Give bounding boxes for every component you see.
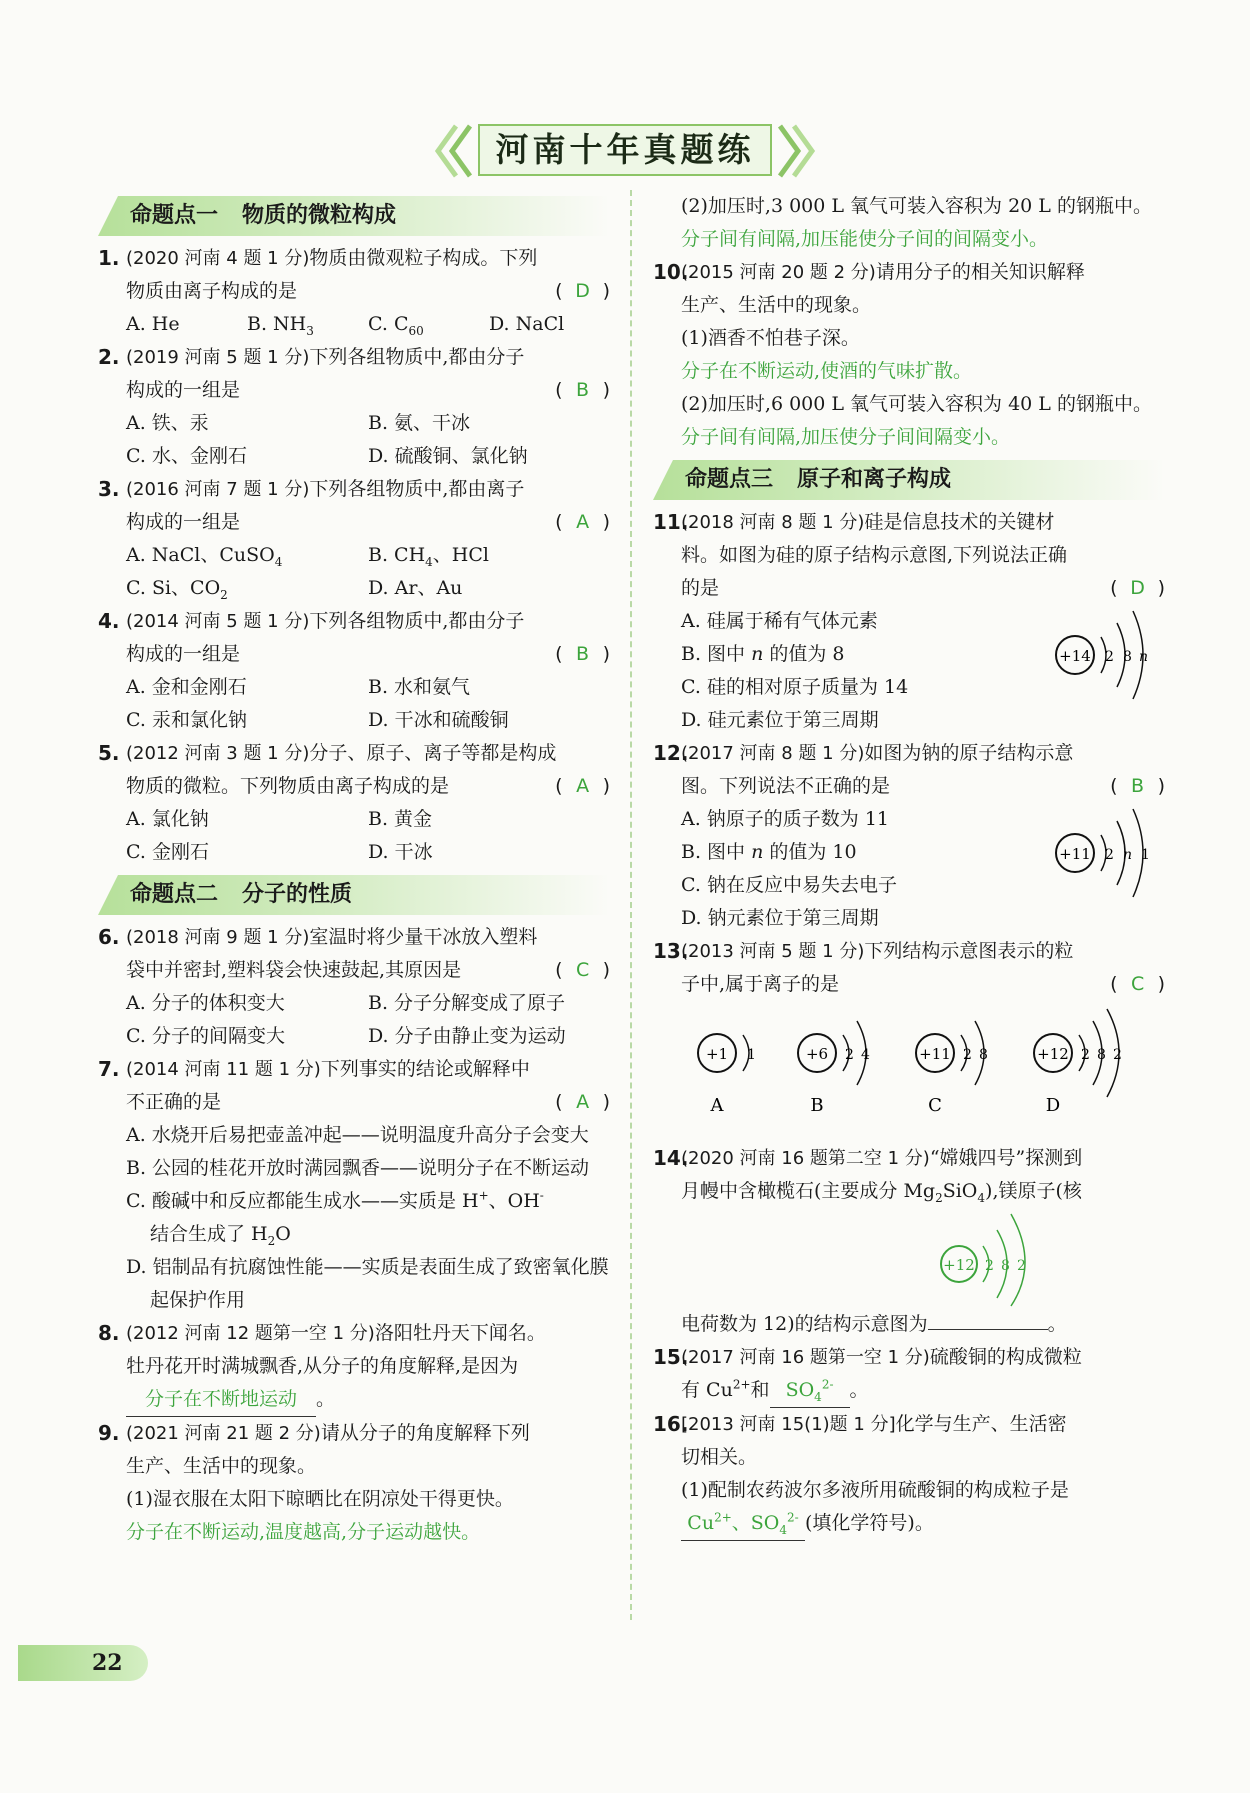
question-8: 8. (2012 河南 12 题第一空 1 分)洛阳牡丹天下闻名。 牡丹花开时满城飘香,从分子的角度解释,是因为 分子在不断地运动 。 xyxy=(98,1317,610,1417)
answer-bracket: ( D ) xyxy=(555,275,610,308)
question-3 xyxy=(98,473,610,605)
question-text: 分子、原子、离子等都是构成 xyxy=(309,742,557,764)
question-text: 硫酸铜的构成微粒 xyxy=(929,1346,1082,1368)
answer: C xyxy=(575,959,590,981)
question-4 xyxy=(98,605,610,737)
svg-text:+1: +1 xyxy=(705,1045,729,1063)
question-text: 下列各组物质中,都由分子 xyxy=(309,610,525,632)
question-text: 下列各组物质中,都由分子 xyxy=(309,346,525,368)
question-text: 下列事实的结论或解释中 xyxy=(320,1058,530,1080)
answer: D xyxy=(1130,577,1145,599)
svg-text:+12: +12 xyxy=(1037,1045,1069,1063)
question-source: (2017 河南 16 题第一空 1 分) xyxy=(681,1347,930,1368)
question-text: 生产、生活中的现象。 xyxy=(681,294,872,316)
question-2 xyxy=(98,341,610,473)
option-a: A. 水烧开后易把壶盖冲起——说明温度升高分子会变大 xyxy=(126,1124,589,1146)
question-source: (2012 河南 12 题第一空 1 分) xyxy=(126,1323,375,1344)
question-source: (2012 河南 3 题 1 分) xyxy=(126,743,310,764)
electron-count: n xyxy=(1139,649,1149,665)
section-label: 命题点二 xyxy=(130,882,219,907)
answer-text: 分子间有间隔,加压能使分子间的间隔变小。 xyxy=(681,228,1049,250)
answer: A xyxy=(576,1091,590,1113)
electron-count: 2 xyxy=(1105,649,1114,665)
question-text: 请用分子的相关知识解释 xyxy=(875,261,1085,283)
question-13 xyxy=(653,935,1165,1142)
sub-question: (1)配制农药波尔多液所用硫酸铜的构成粒子是 xyxy=(681,1479,1069,1501)
svg-text:8: 8 xyxy=(1001,1258,1010,1274)
answer-bracket: ( A ) xyxy=(555,770,610,803)
option-b: B. $CH_4$、HCl xyxy=(368,544,489,569)
question-text: 物质由离子构成的是 xyxy=(126,280,298,302)
nucleus-label: +11 xyxy=(1059,845,1091,863)
options xyxy=(126,671,610,737)
question-text: 月幔中含橄榄石(主要成分 $Mg_2SiO_4$),镁原子(核 xyxy=(681,1180,1082,1205)
option-c: C. 汞和氯化钠 xyxy=(126,709,247,731)
question-text: 构成的一组是 xyxy=(126,379,241,401)
question-source: (2018 河南 9 题 1 分) xyxy=(126,927,310,948)
question-5 xyxy=(98,737,610,869)
section-heading-1 xyxy=(98,196,610,236)
question-number: 9. xyxy=(98,1421,120,1445)
question-text: 下列各组物质中,都由离子 xyxy=(309,478,525,500)
answer-bracket: ( B ) xyxy=(555,374,610,407)
question-text: 下列结构示意图表示的粒 xyxy=(864,940,1074,962)
question-16: 16. [2013 河南 15(1)题 1 分]化学与生产、生活密 切相关。 (1)配制农药波尔多液所用硫酸铜的构成粒子是 $Cu^{2+}$、$SO_4^{2-}$ (填化学符号)。 xyxy=(653,1408,1165,1541)
diagram-b xyxy=(798,1021,870,1116)
option-c: C. 硅的相对原子质量为 14 xyxy=(681,676,909,698)
svg-text:1: 1 xyxy=(747,1047,756,1063)
answer: B xyxy=(1131,775,1145,797)
question-source: (2015 河南 20 题 2 分) xyxy=(681,262,876,283)
option-b: B. 公园的桂花开放时满园飘香——说明分子在不断运动 xyxy=(126,1157,590,1179)
option-c: C. 酸碱中和反应都能生成水——实质是 H+、OH- 结合生成了 $H_2O$ xyxy=(126,1188,544,1248)
electron-count: 2 xyxy=(1105,847,1114,863)
answer-text: 分子间有间隔,加压使分子间间隔变小。 xyxy=(681,426,1011,448)
question-text: “嫦娥四号”探测到 xyxy=(929,1147,1083,1169)
question-number: 8. xyxy=(98,1321,120,1345)
question-11 xyxy=(653,506,1165,737)
question-10 xyxy=(653,256,1165,454)
option-a: A. NaCl、CuSO$_4$ xyxy=(126,544,283,569)
option-b: B. 黄金 xyxy=(368,808,433,830)
electron-count: 8 xyxy=(1123,649,1132,665)
svg-text:2: 2 xyxy=(963,1047,972,1063)
question-source: (2021 河南 21 题 2 分) xyxy=(126,1423,321,1444)
options xyxy=(126,407,610,473)
option-d: D. 硅元素位于第三周期 xyxy=(681,709,879,731)
option-d: D. 干冰 xyxy=(368,841,433,863)
sub-question: (1)酒香不怕巷子深。 xyxy=(681,327,860,349)
question-number: 6. xyxy=(98,925,120,949)
svg-text:+6: +6 xyxy=(805,1045,829,1063)
option-d: D. 钠元素位于第三周期 xyxy=(681,907,879,929)
question-source: (2014 河南 5 题 1 分) xyxy=(126,611,310,632)
sodium-atom-diagram xyxy=(1053,803,1163,903)
answer-text: 分子在不断运动,使酒的气味扩散。 xyxy=(681,360,973,382)
section-name: 物质的微粒构成 xyxy=(242,203,397,228)
question-source: (2020 河南 4 题 1 分) xyxy=(126,248,310,269)
nucleus-label: +14 xyxy=(1059,647,1091,665)
page-number: 22 xyxy=(18,1645,148,1681)
question-text: 物质由微观粒子构成。下列 xyxy=(309,247,538,269)
page-title: 河南十年真题练 xyxy=(478,124,772,176)
question-text: 构成的一组是 xyxy=(126,511,241,533)
section-label: 命题点一 xyxy=(130,203,219,228)
option-c: C. 分子的间隔变大 xyxy=(126,1025,285,1047)
answer-text: 分子在不断运动,温度越高,分子运动越快。 xyxy=(126,1521,481,1543)
question-source: (2013 河南 5 题 1 分) xyxy=(681,941,865,962)
answer-bracket: ( D ) xyxy=(1110,572,1165,605)
option-c: C. 水、金刚石 xyxy=(126,445,247,467)
option-c: C. Si、$CO_2$ xyxy=(126,577,228,602)
question-number: 14. xyxy=(653,1146,689,1170)
section-heading-2 xyxy=(98,875,610,915)
question-6 xyxy=(98,921,610,1053)
svg-text:C: C xyxy=(928,1095,942,1116)
question-number: 11. xyxy=(653,510,689,534)
chevron-left-icon xyxy=(430,122,478,180)
column-divider xyxy=(630,190,632,1620)
question-number: 16. xyxy=(653,1412,689,1436)
option-a: A. 氯化钠 xyxy=(126,808,209,830)
question-9-continued xyxy=(653,190,1165,256)
question-12 xyxy=(653,737,1165,935)
svg-text:4: 4 xyxy=(861,1047,870,1063)
chevron-right-icon xyxy=(772,122,820,180)
question-source: (2017 河南 8 题 1 分) xyxy=(681,743,865,764)
svg-text:+11: +11 xyxy=(919,1045,951,1063)
section-name: 原子和离子构成 xyxy=(797,467,952,492)
question-text: 构成的一组是 xyxy=(126,643,241,665)
question-source: (2020 河南 16 题第二空 1 分) xyxy=(681,1148,930,1169)
question-7 xyxy=(98,1053,610,1317)
question-15: 15. (2017 河南 16 题第一空 1 分)硫酸铜的构成微粒 有 $Cu^{2+}$和 $SO_4^{2-}$ 。 xyxy=(653,1341,1165,1408)
question-text: 室温时将少量干冰放入塑料 xyxy=(309,926,538,948)
svg-text:8: 8 xyxy=(979,1047,988,1063)
magnesium-atom-answer-diagram xyxy=(931,1208,1071,1308)
answer-blank: $SO_4^{2-}$ xyxy=(770,1374,850,1408)
svg-text:B: B xyxy=(810,1095,824,1116)
option-d: D. 分子由静止变为运动 xyxy=(368,1025,566,1047)
options xyxy=(126,987,610,1053)
answer-blank: 分子在不断地运动 xyxy=(126,1383,316,1417)
diagram-d xyxy=(1034,1009,1122,1116)
question-text: 袋中并密封,塑料袋会快速鼓起,其原因是 xyxy=(126,959,462,981)
answer: B xyxy=(576,379,590,401)
question-number: 1. xyxy=(98,246,120,270)
answer: A xyxy=(576,775,590,797)
option-c: C. 金刚石 xyxy=(126,841,209,863)
option-a: A. 分子的体积变大 xyxy=(126,992,285,1014)
question-number: 5. xyxy=(98,741,120,765)
answer-bracket: ( B ) xyxy=(555,638,610,671)
silicon-atom-diagram xyxy=(1053,605,1163,705)
svg-text:2: 2 xyxy=(1081,1047,1090,1063)
question-text: 不正确的是 xyxy=(126,1091,222,1113)
diagram-c xyxy=(916,1021,988,1116)
question-text: 如图为钠的原子结构示意 xyxy=(864,742,1074,764)
question-text: 生产、生活中的现象。 xyxy=(126,1455,317,1477)
question-text: 图。下列说法不正确的是 xyxy=(681,775,891,797)
option-b: B. 图中 n 的值为 10 xyxy=(681,841,857,863)
question-source: (2014 河南 11 题 1 分) xyxy=(126,1059,321,1080)
answer: A xyxy=(576,511,590,533)
page-title-banner xyxy=(430,122,820,180)
option-a: A. 铁、汞 xyxy=(126,412,209,434)
particle-diagrams xyxy=(681,1001,1161,1131)
diagram-a xyxy=(698,1034,756,1116)
option-d: D. NaCl xyxy=(489,313,565,335)
question-14: 14. (2020 河南 16 题第二空 1 分)“嫦娥四号”探测到 月幔中含橄榄石(主要成分 $Mg_2SiO_4$),镁原子(核 +12 2 8 2 电荷数为 12)的结构示意图为 。 xyxy=(653,1142,1165,1341)
options xyxy=(126,539,610,605)
answer-bracket: ( C ) xyxy=(555,954,610,987)
option-b: B. 分子分解变成了原子 xyxy=(368,992,566,1014)
svg-text:2: 2 xyxy=(985,1258,994,1274)
question-number: 3. xyxy=(98,477,120,501)
option-d: D. 干冰和硫酸铜 xyxy=(368,709,509,731)
question-number: 15. xyxy=(653,1345,689,1369)
question-text: 化学与生产、生活密 xyxy=(895,1413,1067,1435)
option-a: A. 钠原子的质子数为 11 xyxy=(681,808,890,830)
question-text: 的是 xyxy=(681,577,720,599)
sub-question: (2)加压时,6 000 L 氧气可装入容积为 40 L 的钢瓶中。 xyxy=(681,393,1152,415)
question-number: 12. xyxy=(653,741,689,765)
answer-bracket: ( A ) xyxy=(555,506,610,539)
svg-text:A: A xyxy=(710,1095,724,1116)
option-d: D. Ar、Au xyxy=(368,577,463,599)
left-column xyxy=(98,190,610,1549)
electron-count: n xyxy=(1123,847,1133,863)
answer: C xyxy=(1130,973,1145,995)
sub-question: (2)加压时,3 000 L 氧气可装入容积为 20 L 的钢瓶中。 xyxy=(681,195,1152,217)
question-text: 洛阳牡丹天下闻名。 xyxy=(374,1322,546,1344)
question-source: (2018 河南 8 题 1 分) xyxy=(681,512,865,533)
question-number: 2. xyxy=(98,345,120,369)
question-9 xyxy=(98,1417,610,1549)
section-name: 分子的性质 xyxy=(242,882,353,907)
question-number: 4. xyxy=(98,609,120,633)
question-number: 7. xyxy=(98,1057,120,1081)
option-a: A. 硅属于稀有气体元素 xyxy=(681,610,878,632)
answer-blank xyxy=(928,1329,1048,1330)
option-c: C. $C_{60}$ xyxy=(368,313,424,338)
answer-bracket: ( A ) xyxy=(555,1086,610,1119)
answer-blank: $Cu^{2+}$、$SO_4^{2-}$ xyxy=(681,1507,805,1541)
section-heading-3 xyxy=(653,460,1165,500)
question-source: [2013 河南 15(1)题 1 分] xyxy=(681,1414,896,1435)
svg-text:2: 2 xyxy=(845,1047,854,1063)
option-b: B. 水和氨气 xyxy=(368,676,471,698)
answer: B xyxy=(576,643,590,665)
svg-text:2: 2 xyxy=(1113,1047,1122,1063)
answer-bracket: ( B ) xyxy=(1110,770,1165,803)
question-text: 切相关。 xyxy=(681,1446,758,1468)
question-text: 请从分子的角度解释下列 xyxy=(320,1422,530,1444)
svg-text:2: 2 xyxy=(1017,1258,1026,1274)
question-text: 物质的微粒。下列物质由离子构成的是 xyxy=(126,775,450,797)
options xyxy=(126,803,610,869)
right-column xyxy=(653,190,1165,1541)
question-number: 10. xyxy=(653,260,689,284)
question-text: 料。如图为硅的原子结构示意图,下列说法正确 xyxy=(681,544,1068,566)
answer-bracket: ( C ) xyxy=(1110,968,1165,1001)
option-d: D. 铝制品有抗腐蚀性能——实质是表面生成了致密氧化膜起保护作用 xyxy=(126,1256,609,1311)
svg-text:+12: +12 xyxy=(943,1256,975,1274)
question-source: (2016 河南 7 题 1 分) xyxy=(126,479,310,500)
svg-text:D: D xyxy=(1045,1095,1061,1116)
answer: D xyxy=(575,280,590,302)
question-text: 硅是信息技术的关键材 xyxy=(864,511,1055,533)
options xyxy=(126,308,610,341)
question-text: 电荷数为 12)的结构示意图为 xyxy=(681,1313,928,1335)
question-text: 子中,属于离子的是 xyxy=(681,973,840,995)
option-b: B. 图中 n 的值为 8 xyxy=(681,643,845,665)
question-1 xyxy=(98,242,610,341)
sub-question: (1)湿衣服在太阳下晾晒比在阴凉处干得更快。 xyxy=(126,1488,514,1510)
question-text: 牡丹花开时满城飘香,从分子的角度解释,是因为 xyxy=(126,1355,519,1377)
option-b: B. 氨、干冰 xyxy=(368,412,471,434)
section-label: 命题点三 xyxy=(685,467,774,492)
electron-count: 1 xyxy=(1141,847,1150,863)
option-d: D. 硫酸铜、氯化钠 xyxy=(368,445,528,467)
question-number: 13. xyxy=(653,939,689,963)
option-c: C. 钠在反应中易失去电子 xyxy=(681,874,897,896)
option-a: A. He xyxy=(126,313,180,335)
svg-text:8: 8 xyxy=(1097,1047,1106,1063)
question-source: (2019 河南 5 题 1 分) xyxy=(126,347,310,368)
option-b: B. $NH_3$ xyxy=(247,313,314,338)
option-a: A. 金和金刚石 xyxy=(126,676,247,698)
